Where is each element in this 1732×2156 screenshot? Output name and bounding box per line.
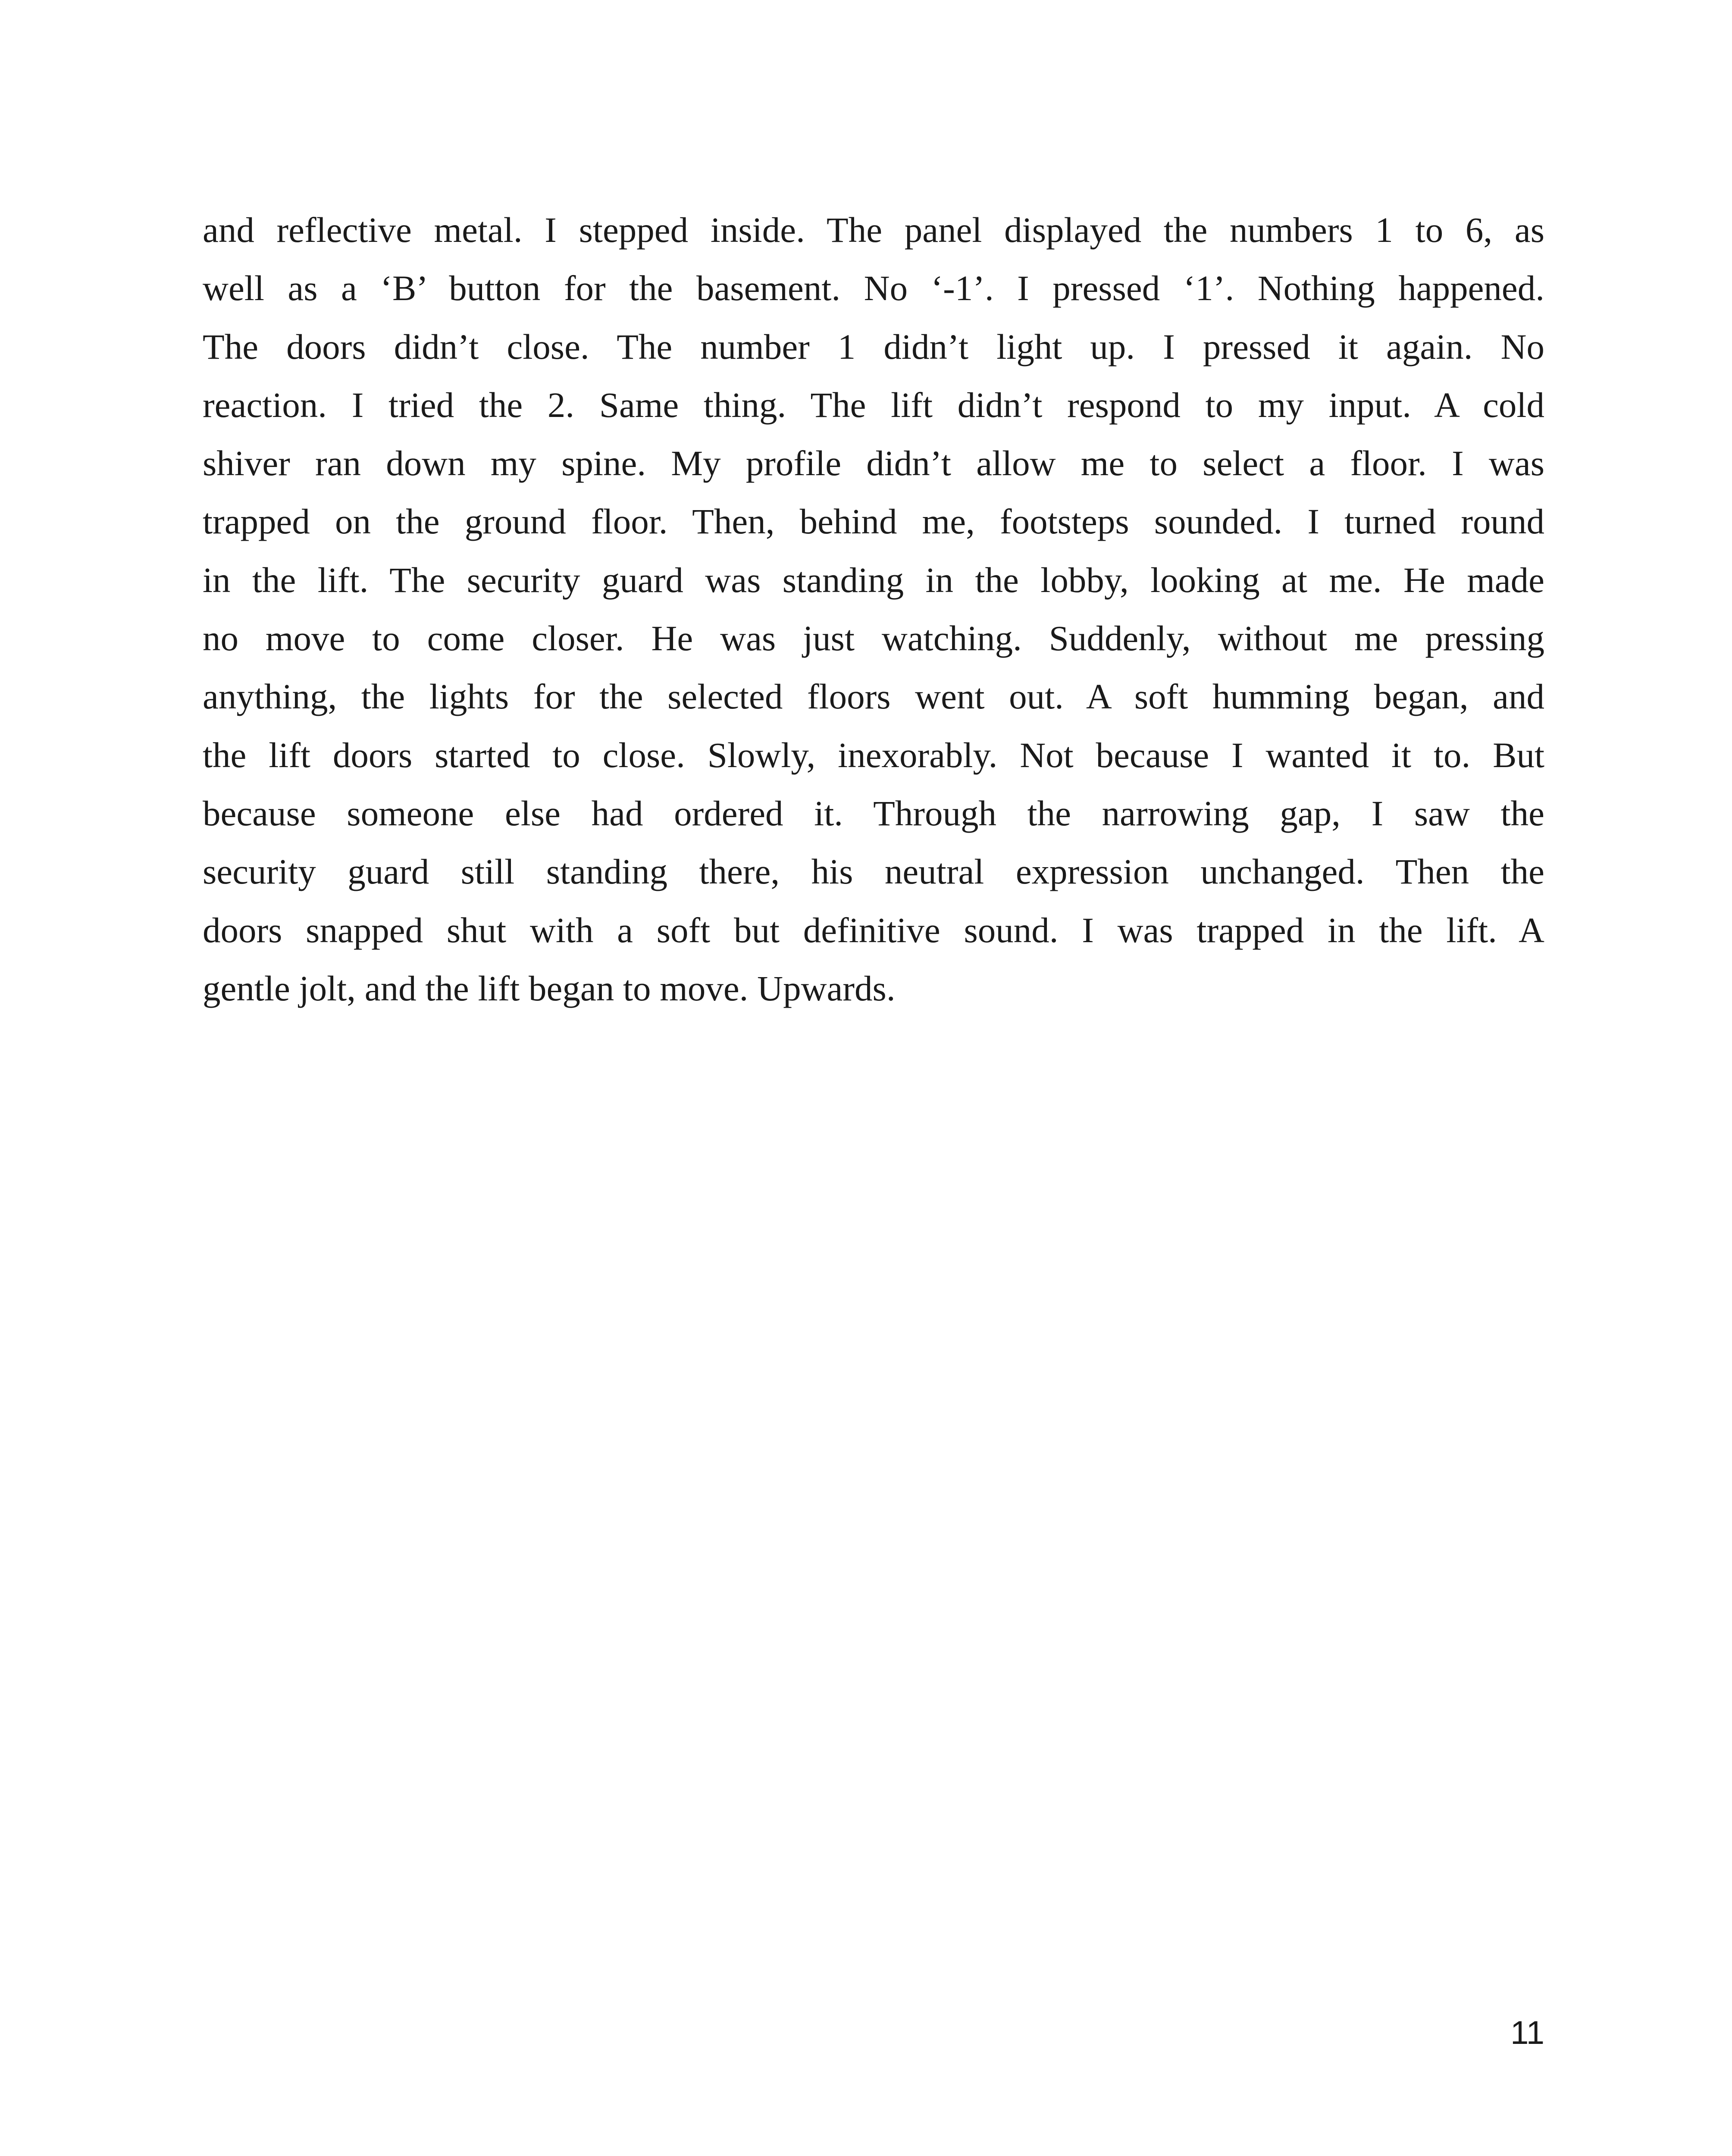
text-line: trapped on the ground floor. Then, behind me, footsteps sounded. I turned round (203, 501, 1544, 542)
text-line: no move to come closer. He was just watching. Suddenly, without me pressing (203, 618, 1544, 658)
text-line: in the lift. The security guard was standing in the lobby, looking at me. He made (203, 560, 1544, 600)
text-line: the lift doors started to close. Slowly, inexorably. Not because I wanted it to. But (203, 735, 1544, 775)
text-line: and reflective metal. I stepped inside. The panel displayed the numbers 1 to 6, as (203, 210, 1544, 250)
text-line: The doors didn’t close. The number 1 didn’t light up. I pressed it again. No (203, 326, 1544, 367)
body-paragraph (203, 201, 1544, 1018)
text-line: anything, the lights for the selected floors went out. A soft humming began, and (203, 677, 1544, 717)
text-line: security guard still standing there, his neutral expression unchanged. Then the (203, 852, 1544, 892)
text-line: reaction. I tried the 2. Same thing. The lift didn’t respond to my input. A cold (203, 385, 1544, 425)
text-line: because someone else had ordered it. Through the narrowing gap, I saw the (203, 793, 1544, 833)
page-number: 11 (1510, 2015, 1544, 2051)
text-line-last: gentle jolt, and the lift began to move. Upwards. (203, 968, 896, 1008)
text-line: shiver ran down my spine. My profile didn’t allow me to select a floor. I was (203, 443, 1544, 483)
text-line: well as a ‘B’ button for the basement. No ‘-1’. I pressed ‘1’. Nothing happened. (203, 268, 1544, 308)
text-line: doors snapped shut with a soft but definitive sound. I was trapped in the lift. A (203, 910, 1544, 950)
